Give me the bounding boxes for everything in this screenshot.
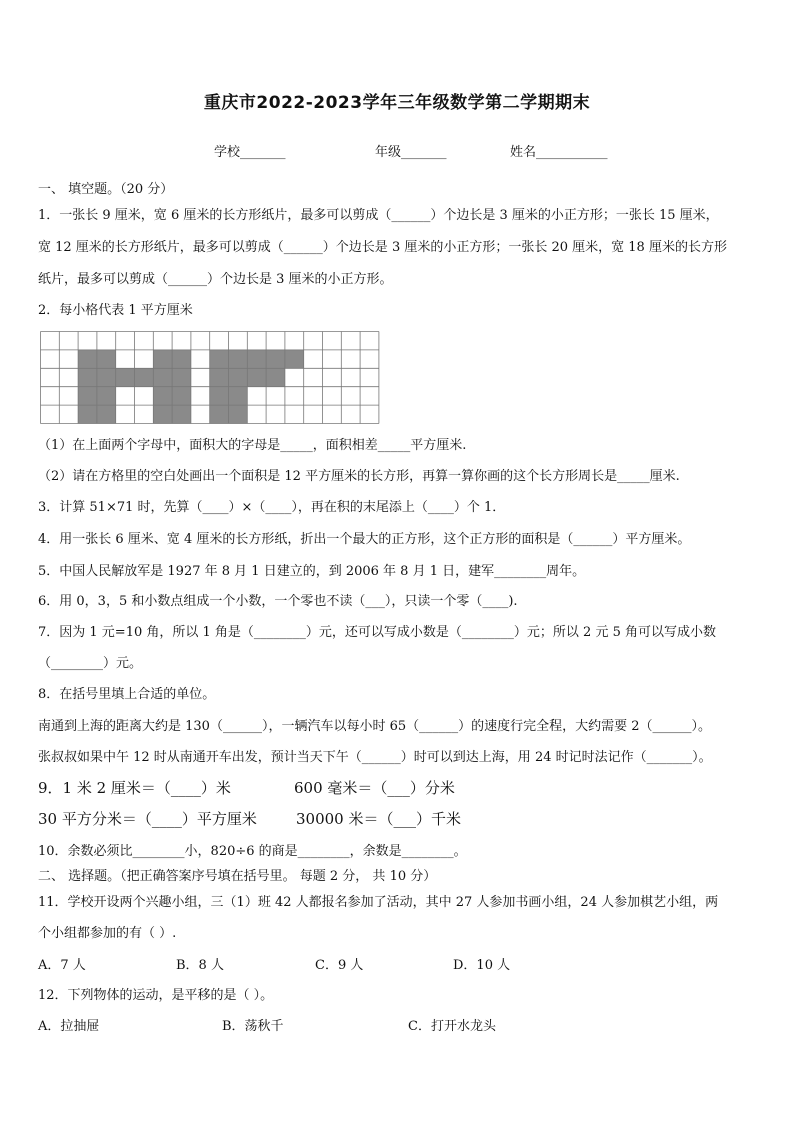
- question-2-part-1: （1）在上面两个字母中，面积大的字母是_____，面积相差_____平方厘米.: [38, 438, 467, 453]
- letter-f-cell: [229, 368, 248, 386]
- question-12-option-a[interactable]: A．拉抽屉: [38, 1019, 100, 1034]
- name-field[interactable]: 姓名___________: [510, 145, 608, 160]
- section-fill-in-heading: 一、 填空题。（20 分）: [38, 182, 174, 197]
- letter-f-cell: [229, 405, 248, 423]
- letter-h-cell: [116, 368, 135, 386]
- letter-f-cell: [266, 350, 285, 368]
- letter-h-cell: [172, 368, 191, 386]
- question-4: 4．用一张长 6 厘米、宽 4 厘米的长方形纸，折出一个最大的正方形，这个正方形的面积是（______）平方厘米。: [38, 532, 691, 547]
- question-11-option-a[interactable]: A．7 人: [38, 958, 86, 973]
- question-10: 10．余数必须比________小，820÷6 的商是________，余数是________。: [38, 844, 467, 859]
- letter-h-cell: [135, 368, 154, 386]
- question-11-line-2: 个小组都参加的有（ ）.: [38, 926, 177, 941]
- question-6: 6．用 0，3，5 和小数点组成一个小数，一个零也不读（___），只读一个零（____).: [38, 594, 518, 609]
- question-1-line-1: 1．一张长 9 厘米，宽 6 厘米的长方形纸片，最多可以剪成（______）个边长是 3 厘米的小正方形；一张长 15 厘米，: [38, 208, 719, 223]
- square-grid: [40, 331, 381, 424]
- letter-f-cell: [210, 350, 229, 368]
- question-3: 3．计算 51×71 时，先算（____）×（____），再在积的末尾添上（____）个 1．: [38, 500, 506, 515]
- letter-h-cell: [78, 387, 97, 405]
- letter-h-cell: [153, 368, 172, 386]
- letter-f-cell: [210, 368, 229, 386]
- question-7-line-1: 7．因为 1 元=10 角，所以 1 角是（________）元，还可以写成小数是（________）元；所以 2 元 5 角可以写成小数: [38, 625, 716, 640]
- letter-h-cell: [153, 350, 172, 368]
- letter-f-cell: [229, 350, 248, 368]
- letter-f-cell: [229, 387, 248, 405]
- letter-h-cell: [78, 350, 97, 368]
- letter-h-cell: [97, 350, 116, 368]
- letter-f-cell: [247, 368, 266, 386]
- question-7-line-2: （________）元。: [38, 656, 143, 671]
- question-12-option-c[interactable]: C．打开水龙头: [408, 1019, 496, 1034]
- question-1-line-2: 宽 12 厘米的长方形纸片，最多可以剪成（______）个边长是 3 厘米的小正方形；一张长 20 厘米，宽 18 厘米的长方形: [38, 240, 727, 255]
- page-title: 重庆市2022-2023学年三年级数学第二学期期末: [203, 93, 591, 113]
- question-2-heading: 2．每小格代表 1 平方厘米: [38, 303, 193, 318]
- question-12-stem: 12．下列物体的运动，是平移的是（ ）。: [38, 988, 274, 1003]
- question-8-heading: 8．在括号里填上合适的单位。: [38, 687, 216, 702]
- letter-h-cell: [153, 387, 172, 405]
- question-11-option-c[interactable]: C．9 人: [315, 958, 364, 973]
- letter-h-cell: [78, 368, 97, 386]
- question-12-option-b[interactable]: B．荡秋千: [222, 1019, 284, 1034]
- letter-h-cell: [172, 405, 191, 423]
- letter-f-cell: [285, 350, 304, 368]
- letter-f-cell: [247, 350, 266, 368]
- school-field[interactable]: 学校_______: [214, 145, 286, 160]
- question-5: 5．中国人民解放军是 1927 年 8 月 1 日建立的，到 2006 年 8 月 1 日，建军________周年。: [38, 564, 586, 579]
- letter-h-cell: [153, 405, 172, 423]
- letter-f-cell: [210, 405, 229, 423]
- question-8-line-2: 张叔叔如果中午 12 时从南通开车出发，预计当天下午（______）时可以到达上海，用 24 时记时法记作（_______）。: [38, 750, 712, 765]
- question-9-item-d: 30000 米＝（___）千米: [296, 810, 461, 828]
- letter-h-cell: [97, 387, 116, 405]
- question-1-line-3: 纸片，最多可以剪成（______）个边长是 3 厘米的小正方形。: [38, 272, 393, 287]
- letter-h-cell: [78, 405, 97, 423]
- letter-h-cell: [172, 387, 191, 405]
- question-2-part-2: （2）请在方格里的空白处画出一个面积是 12 平方厘米的长方形，再算一算你画的这个长方形周长是_____厘米.: [38, 469, 680, 484]
- letter-grid-figure: [40, 331, 381, 428]
- section-choice-heading: 二、 选择题。（把正确答案序号填在括号里。 每题 2 分， 共 10 分）: [38, 869, 437, 884]
- letter-h-cell: [172, 350, 191, 368]
- letter-h-cell: [97, 405, 116, 423]
- question-8-line-1: 南通到上海的距离大约是 130（______），一辆汽车以每小时 65（______）的速度行完全程，大约需要 2（______）。: [38, 719, 712, 734]
- question-9-item-a: 9．1 米 2 厘米＝（____）米: [38, 779, 231, 797]
- question-11-option-d[interactable]: D．10 人: [453, 958, 511, 973]
- letter-f-cell: [210, 387, 229, 405]
- letter-f-cell: [266, 368, 285, 386]
- question-11-line-1: 11．学校开设两个兴趣小组，三（1）班 42 人都报名参加了活动，其中 27 人参加书画小组，24 人参加棋艺小组，两: [38, 895, 719, 910]
- letter-h-cell: [97, 368, 116, 386]
- question-11-option-b[interactable]: B．8 人: [176, 958, 224, 973]
- question-9-item-b: 600 毫米＝（___）分米: [294, 779, 455, 797]
- question-9-item-c: 30 平方分米＝（____）平方厘米: [38, 810, 257, 828]
- grade-field[interactable]: 年级_______: [375, 145, 447, 160]
